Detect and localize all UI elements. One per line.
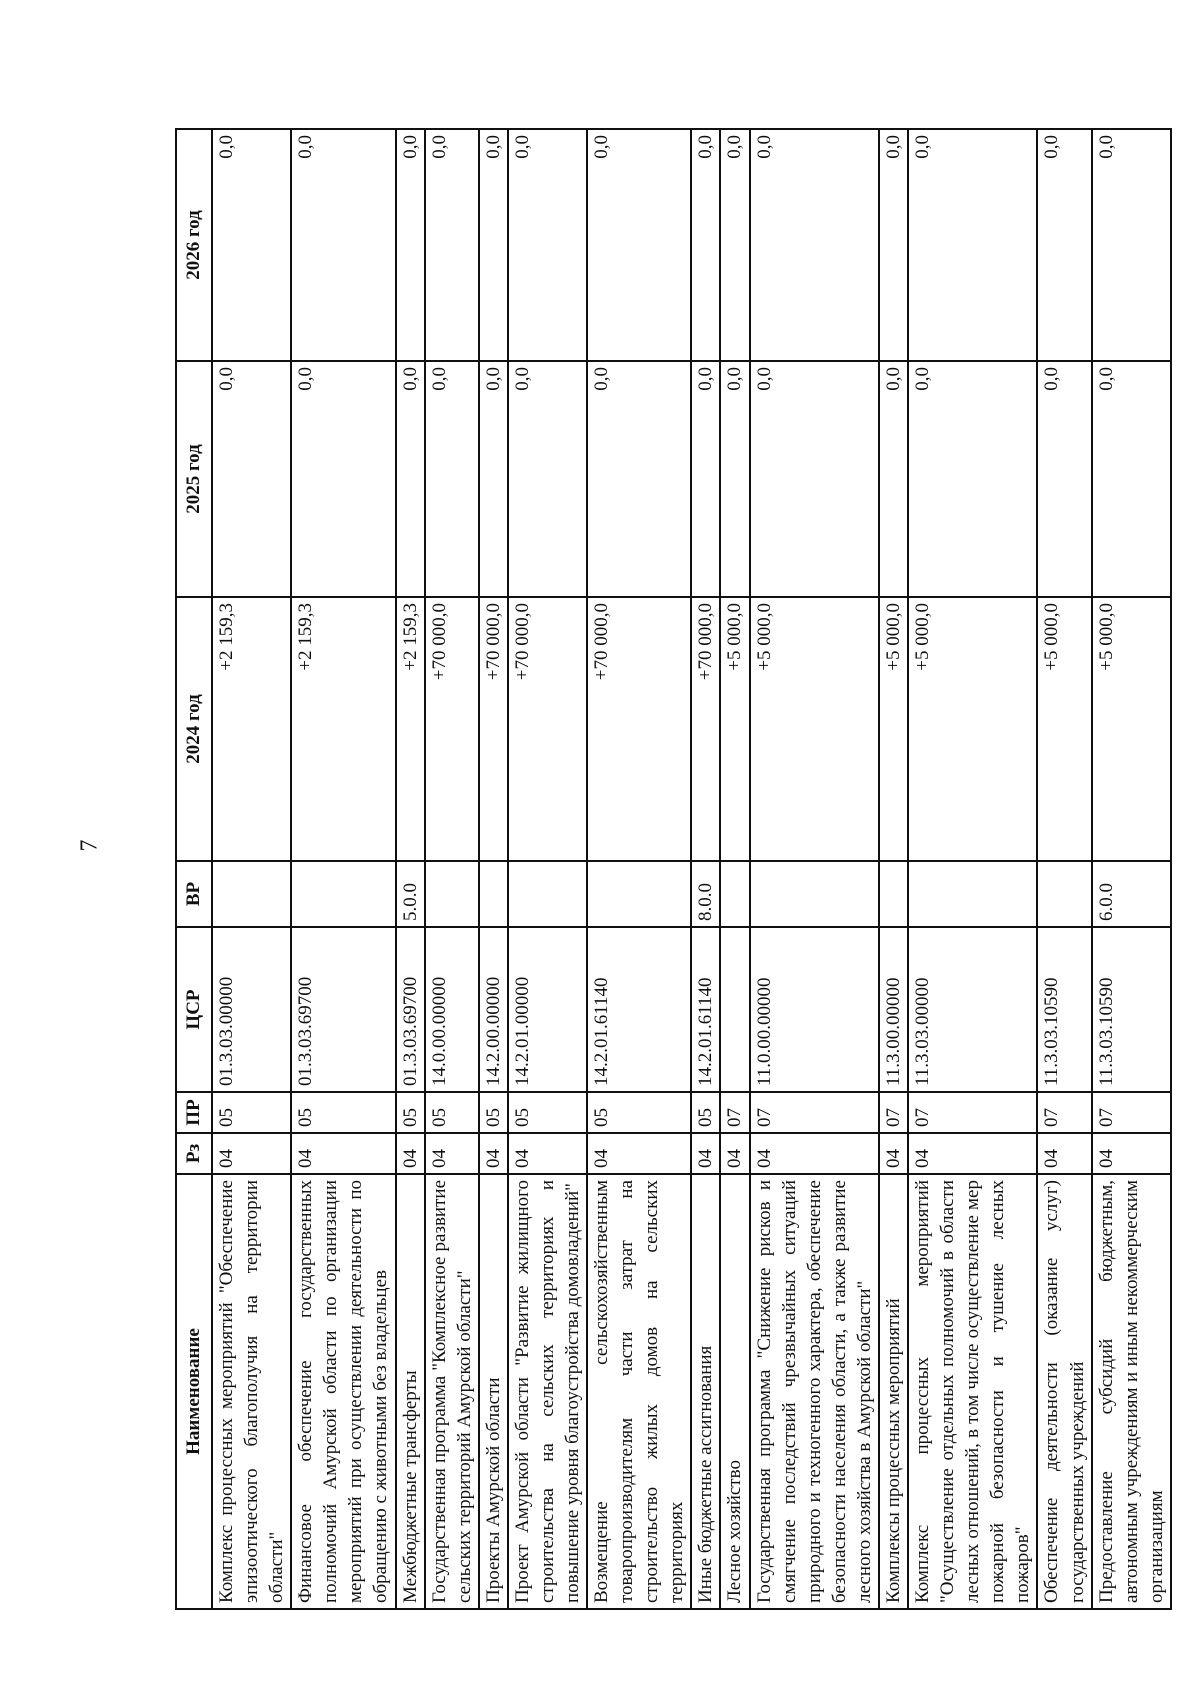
cell-vr (879, 861, 908, 927)
cell-y2025: 0,0 (750, 361, 879, 597)
cell-csr: 01.3.03.69700 (291, 927, 395, 1092)
cell-rz: 04 (879, 1133, 908, 1174)
header-pr: ПР (176, 1092, 212, 1133)
cell-csr: 11.3.03.10590 (1037, 927, 1091, 1092)
table-row (508, 129, 587, 1609)
cell-rz: 04 (1092, 1133, 1171, 1174)
cell-y2026: 0,0 (587, 129, 691, 361)
cell-y2024: +5 000,0 (879, 597, 908, 861)
cell-rz: 04 (212, 1133, 291, 1174)
cell-vr: 8.0.0 (691, 861, 720, 927)
cell-rz: 04 (720, 1133, 749, 1174)
cell-y2025: 0,0 (587, 361, 691, 597)
cell-pr: 05 (425, 1092, 479, 1133)
cell-pr: 07 (1092, 1092, 1171, 1133)
cell-name: Проекты Амурской области (479, 1174, 508, 1609)
cell-vr (425, 861, 479, 927)
cell-name: Финансовое обеспечение государственных полномочий Амурской области по организации мероприятий при осуществлении деятельности по обращению с животными без владельцев (291, 1174, 395, 1609)
cell-y2025: 0,0 (212, 361, 291, 597)
cell-rz: 04 (691, 1133, 720, 1174)
cell-pr: 05 (291, 1092, 395, 1133)
cell-y2024: +70 000,0 (479, 597, 508, 861)
cell-pr: 07 (908, 1092, 1037, 1133)
cell-csr (720, 927, 749, 1092)
cell-y2026: 0,0 (908, 129, 1037, 361)
cell-y2025: 0,0 (425, 361, 479, 597)
table-row (691, 129, 720, 1609)
header-row (176, 129, 212, 1609)
cell-vr (479, 861, 508, 927)
cell-csr: 14.2.01.61140 (587, 927, 691, 1092)
cell-y2025: 0,0 (720, 361, 749, 597)
cell-name: Обеспечение деятельности (оказание услуг) государственных учреждений (1037, 1174, 1091, 1609)
cell-pr: 07 (720, 1092, 749, 1133)
cell-rz: 04 (479, 1133, 508, 1174)
cell-csr: 11.3.00.00000 (879, 927, 908, 1092)
cell-pr: 05 (396, 1092, 425, 1133)
cell-y2024: +2 159,3 (291, 597, 395, 861)
cell-y2026: 0,0 (396, 129, 425, 361)
cell-y2025: 0,0 (1037, 361, 1091, 597)
header-rz: Рз (176, 1133, 212, 1174)
cell-y2026: 0,0 (879, 129, 908, 361)
cell-y2024: +2 159,3 (212, 597, 291, 861)
cell-y2026: 0,0 (1037, 129, 1091, 361)
cell-y2024: +5 000,0 (750, 597, 879, 861)
cell-name: Комплекс процессных мероприятий "Обеспечение эпизоотического благополучия на территории области" (212, 1174, 291, 1609)
cell-pr: 07 (750, 1092, 879, 1133)
cell-y2025: 0,0 (908, 361, 1037, 597)
cell-name: Иные бюджетные ассигнования (691, 1174, 720, 1609)
cell-y2025: 0,0 (396, 361, 425, 597)
cell-y2026: 0,0 (691, 129, 720, 361)
table-row (908, 129, 1037, 1609)
cell-pr: 05 (508, 1092, 587, 1133)
cell-name: Лесное хозяйство (720, 1174, 749, 1609)
cell-vr (508, 861, 587, 927)
table-row (425, 129, 479, 1609)
page-number: 7 (76, 839, 103, 852)
cell-vr (908, 861, 1037, 927)
header-2024: 2024 год (176, 597, 212, 861)
header-2025: 2025 год (176, 361, 212, 597)
cell-csr: 14.2.01.61140 (691, 927, 720, 1092)
budget-table (175, 128, 1172, 1610)
cell-vr: 5.0.0 (396, 861, 425, 927)
cell-csr: 14.0.00.00000 (425, 927, 479, 1092)
cell-y2026: 0,0 (212, 129, 291, 361)
table-row (587, 129, 691, 1609)
cell-name: Предоставление субсидий бюджетным, автономным учреждениям и иным некоммерческим организациям (1092, 1174, 1171, 1609)
cell-y2025: 0,0 (1092, 361, 1171, 597)
cell-y2026: 0,0 (508, 129, 587, 361)
table-row (479, 129, 508, 1609)
cell-name: Проект Амурской области "Развитие жилищного строительства на сельских территориях и повышение уровня благоустройства домовладений" (508, 1174, 587, 1609)
cell-csr: 11.0.00.00000 (750, 927, 879, 1092)
cell-csr: 01.3.03.00000 (212, 927, 291, 1092)
cell-rz: 04 (291, 1133, 395, 1174)
cell-name: Государственная программа "Снижение рисков и смягчение последствий чрезвычайных ситуаций природного и техногенного характера, обеспечение безопасности населения области, а также развитие лесного хозяйства в Амурской области" (750, 1174, 879, 1609)
cell-y2024: +70 000,0 (425, 597, 479, 861)
table-row (750, 129, 879, 1609)
cell-y2026: 0,0 (1092, 129, 1171, 361)
cell-pr: 05 (587, 1092, 691, 1133)
cell-pr: 05 (691, 1092, 720, 1133)
cell-csr: 01.3.03.69700 (396, 927, 425, 1092)
header-name: Наименование (176, 1174, 212, 1609)
cell-pr: 05 (479, 1092, 508, 1133)
cell-y2026: 0,0 (750, 129, 879, 361)
header-2026: 2026 год (176, 129, 212, 361)
cell-y2026: 0,0 (479, 129, 508, 361)
cell-vr (750, 861, 879, 927)
cell-rz: 04 (1037, 1133, 1091, 1174)
cell-csr: 11.3.03.00000 (908, 927, 1037, 1092)
cell-y2025: 0,0 (508, 361, 587, 597)
cell-vr (587, 861, 691, 927)
cell-y2024: +70 000,0 (508, 597, 587, 861)
cell-y2024: +5 000,0 (1092, 597, 1171, 861)
cell-vr: 6.0.0 (1092, 861, 1171, 927)
cell-y2024: +5 000,0 (720, 597, 749, 861)
cell-name: Возмещение сельскохозяйственным товаропроизводителям части затрат на строительство жилых домов на сельских территориях (587, 1174, 691, 1609)
cell-rz: 04 (396, 1133, 425, 1174)
table-body (212, 129, 1171, 1609)
cell-y2024: +70 000,0 (587, 597, 691, 861)
cell-csr: 11.3.03.10590 (1092, 927, 1171, 1092)
table-row (291, 129, 395, 1609)
cell-rz: 04 (587, 1133, 691, 1174)
cell-csr: 14.2.01.00000 (508, 927, 587, 1092)
table-row (720, 129, 749, 1609)
cell-pr: 05 (212, 1092, 291, 1133)
table-row (1037, 129, 1091, 1609)
cell-rz: 04 (750, 1133, 879, 1174)
cell-y2026: 0,0 (720, 129, 749, 361)
cell-csr: 14.2.00.00000 (479, 927, 508, 1092)
cell-vr (291, 861, 395, 927)
table-row (879, 129, 908, 1609)
cell-y2026: 0,0 (425, 129, 479, 361)
table-row (396, 129, 425, 1609)
cell-y2025: 0,0 (291, 361, 395, 597)
header-vr: ВР (176, 861, 212, 927)
table-row (1092, 129, 1171, 1609)
budget-table-container (175, 130, 1167, 1610)
cell-y2024: +2 159,3 (396, 597, 425, 861)
cell-y2026: 0,0 (291, 129, 395, 361)
cell-y2025: 0,0 (691, 361, 720, 597)
cell-y2024: +5 000,0 (908, 597, 1037, 861)
cell-y2024: +70 000,0 (691, 597, 720, 861)
cell-name: Государственная программа "Комплексное развитие сельских территорий Амурской области" (425, 1174, 479, 1609)
cell-vr (1037, 861, 1091, 927)
cell-vr (720, 861, 749, 927)
cell-pr: 07 (1037, 1092, 1091, 1133)
cell-rz: 04 (908, 1133, 1037, 1174)
cell-y2025: 0,0 (879, 361, 908, 597)
cell-pr: 07 (879, 1092, 908, 1133)
cell-rz: 04 (508, 1133, 587, 1174)
cell-vr (212, 861, 291, 927)
cell-name: Межбюджетные трансферты (396, 1174, 425, 1609)
cell-y2024: +5 000,0 (1037, 597, 1091, 861)
cell-y2025: 0,0 (479, 361, 508, 597)
cell-name: Комплексы процессных мероприятий (879, 1174, 908, 1609)
header-csr: ЦСР (176, 927, 212, 1092)
cell-rz: 04 (425, 1133, 479, 1174)
table-row (212, 129, 291, 1609)
cell-name: Комплекс процессных мероприятий "Осуществление отдельных полномочий в области лесных отношений, в том числе осуществление мер пожарной безопасности и тушение лесных пожаров" (908, 1174, 1037, 1609)
